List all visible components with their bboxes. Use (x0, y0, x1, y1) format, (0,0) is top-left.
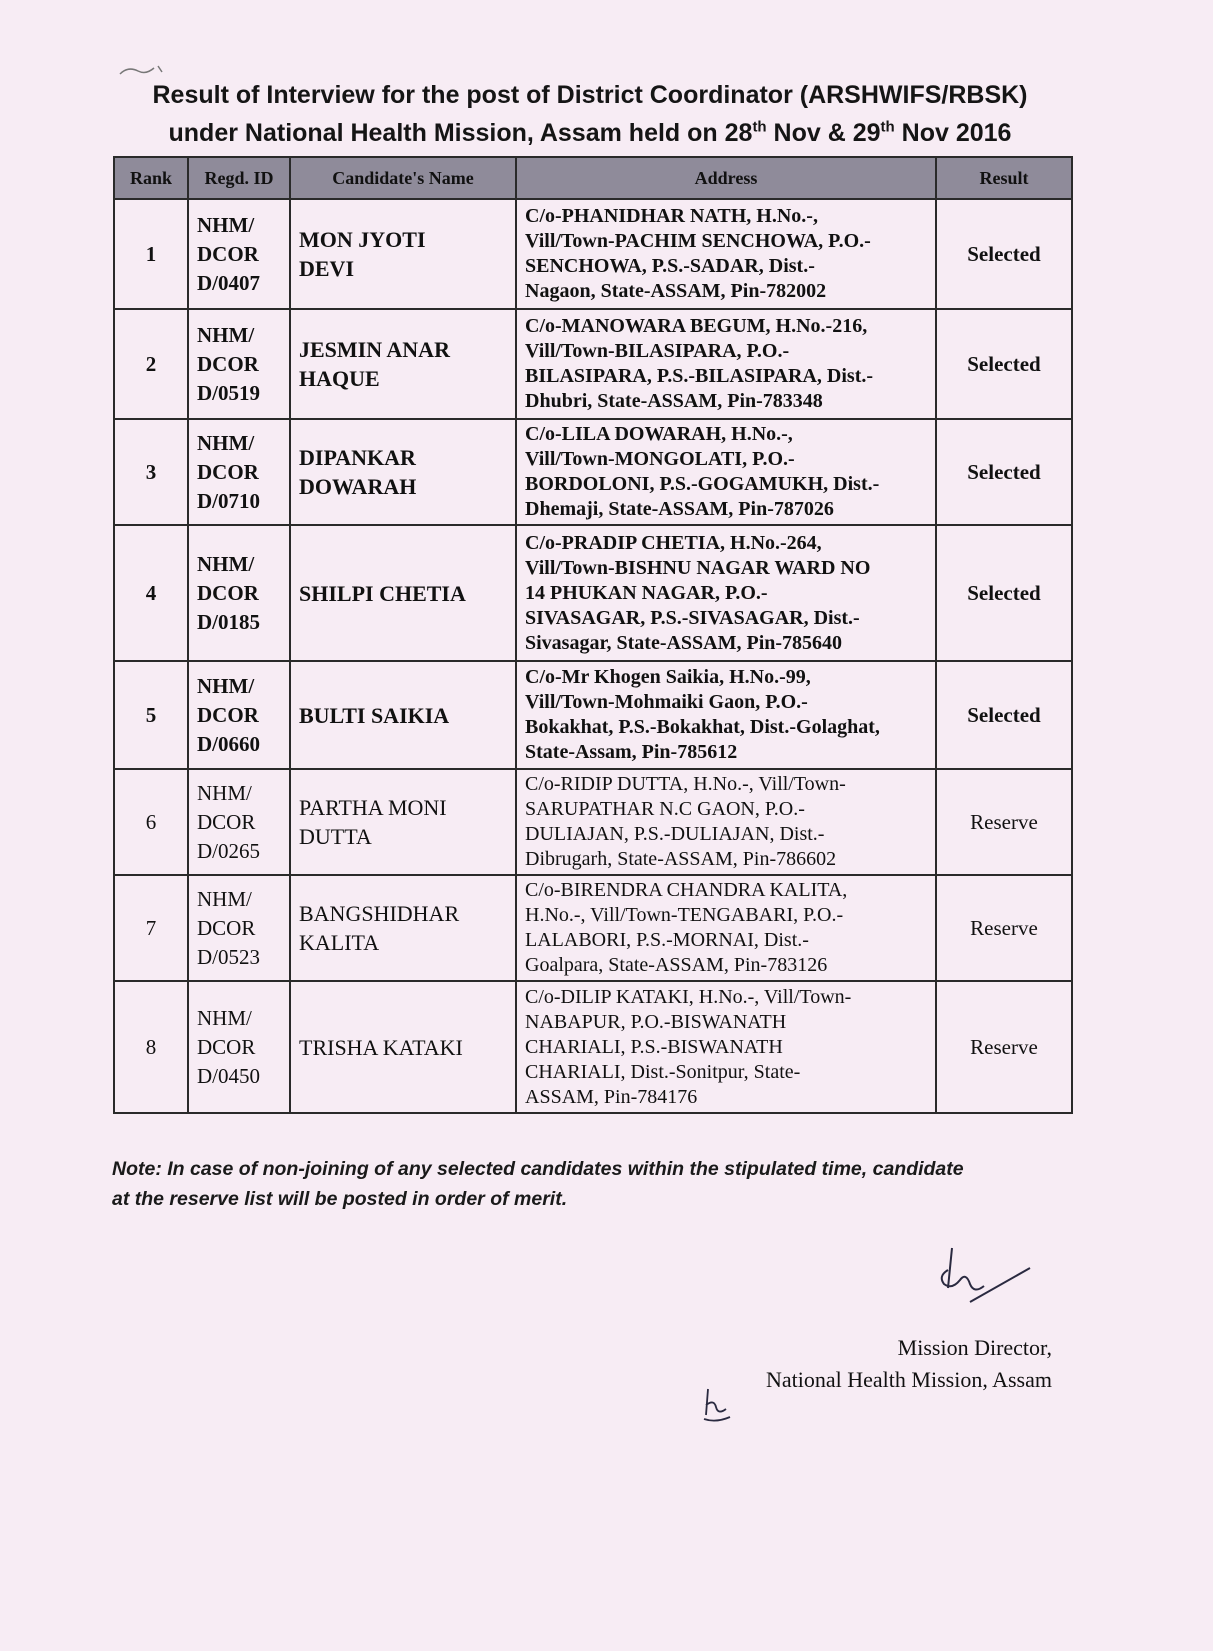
result-cell: Selected (936, 309, 1072, 419)
title-sup: th (752, 118, 767, 136)
name-line: TRISHA KATAKI (299, 1034, 463, 1060)
header-candidate-name: Candidate's Name (290, 157, 516, 199)
address-line: C/o-MANOWARA BEGUM, H.No.-216, (525, 315, 868, 337)
address-line: State-Assam, Pin-785612 (525, 741, 738, 763)
address-line: Nagaon, State-ASSAM, Pin-782002 (525, 280, 827, 302)
rank-cell: 8 (114, 981, 188, 1113)
rank-cell: 1 (114, 199, 188, 309)
table-row (114, 981, 1072, 1113)
address-line: NABAPUR, P.O.-BISWANATH (525, 1010, 787, 1033)
name-line: SHILPI CHETIA (299, 580, 466, 606)
regd-id-cell (188, 661, 290, 769)
table-header-row (114, 157, 1072, 199)
result-cell: Reserve (936, 981, 1072, 1113)
address-line: Goalpara, State-ASSAM, Pin-783126 (525, 954, 828, 976)
address-line: C/o-Mr Khogen Saikia, H.No.-99, (525, 666, 811, 688)
page-title (110, 76, 1070, 152)
address-line: SIVASAGAR, P.S.-SIVASAGAR, Dist.- (525, 606, 860, 629)
regd-line: NHM/ (197, 1005, 252, 1030)
table-row (114, 309, 1072, 419)
signatory-org: National Health Mission, Assam (766, 1367, 1052, 1392)
candidate-name-cell (290, 419, 516, 525)
regd-line: NHM/ (197, 673, 255, 698)
table-row (114, 769, 1072, 875)
address-line: Vill/Town-Mohmaiki Gaon, P.O.- (525, 691, 808, 713)
address-line: C/o-PRADIP CHETIA, H.No.-264, (525, 531, 822, 554)
address-line: C/o-DILIP KATAKI, H.No.-, Vill/Town- (525, 985, 852, 1008)
name-line: BULTI SAIKIA (299, 702, 450, 728)
regd-line: D/0450 (197, 1063, 260, 1088)
address-line: Vill/Town-PACHIM SENCHOWA, P.O.- (525, 230, 871, 252)
result-cell: Selected (936, 199, 1072, 309)
address-line: Dhemaji, State-ASSAM, Pin-787026 (525, 498, 834, 520)
name-line: PARTHA MONI (299, 795, 447, 820)
header-regd-id: Regd. ID (188, 157, 290, 199)
name-line: MON JYOTI (299, 227, 426, 252)
address-line: SARUPATHAR N.C GAON, P.O.- (525, 798, 805, 820)
regd-id-cell (188, 769, 290, 875)
header-rank: Rank (114, 157, 188, 199)
address-line: C/o-LILA DOWARAH, H.No.-, (525, 423, 793, 445)
rank-cell: 5 (114, 661, 188, 769)
result-cell: Reserve (936, 769, 1072, 875)
name-line: HAQUE (299, 366, 380, 391)
address-line: CHARIALI, Dist.-Sonitpur, State- (525, 1060, 801, 1083)
address-cell (516, 769, 936, 875)
candidate-name-cell (290, 769, 516, 875)
note-line-2: at the reserve list will be posted in order of merit. (112, 1188, 568, 1210)
regd-line: DCOR (197, 702, 259, 727)
regd-line: D/0660 (197, 731, 260, 756)
regd-id-cell (188, 981, 290, 1113)
regd-line: DCOR (197, 351, 259, 376)
address-line: LALABORI, P.S.-MORNAI, Dist.- (525, 929, 809, 951)
regd-line: DCOR (197, 809, 256, 834)
address-cell (516, 199, 936, 309)
candidate-name-cell (290, 981, 516, 1113)
title-line-2 (110, 114, 1070, 152)
address-cell (516, 309, 936, 419)
table-row (114, 525, 1072, 661)
note (112, 1154, 1072, 1214)
regd-line: DCOR (197, 459, 259, 484)
name-line: BANGSHIDHAR (299, 901, 460, 926)
regd-line: NHM/ (197, 322, 255, 347)
address-line: C/o-BIRENDRA CHANDRA KALITA, (525, 879, 848, 901)
regd-id-cell (188, 419, 290, 525)
address-line: DULIAJAN, P.S.-DULIAJAN, Dist.- (525, 823, 825, 845)
table-row (114, 419, 1072, 525)
address-cell (516, 419, 936, 525)
regd-line: D/0523 (197, 944, 260, 969)
header-result: Result (936, 157, 1072, 199)
address-line: ASSAM, Pin-784176 (525, 1085, 698, 1108)
regd-id-cell (188, 525, 290, 661)
regd-line: DCOR (197, 241, 259, 266)
address-cell (516, 875, 936, 981)
name-line: DUTTA (299, 824, 372, 849)
address-line: 14 PHUKAN NAGAR, P.O.- (525, 581, 768, 604)
regd-line: D/0407 (197, 270, 260, 295)
address-cell (516, 661, 936, 769)
candidate-name-cell (290, 309, 516, 419)
result-cell: Reserve (936, 875, 1072, 981)
result-cell: Selected (936, 661, 1072, 769)
regd-id-cell (188, 309, 290, 419)
address-cell (516, 981, 936, 1113)
table-row (114, 661, 1072, 769)
regd-line: D/0265 (197, 838, 260, 863)
candidate-name-cell (290, 661, 516, 769)
regd-id-cell (188, 875, 290, 981)
table-row (114, 199, 1072, 309)
regd-line: NHM/ (197, 430, 255, 455)
result-cell: Selected (936, 419, 1072, 525)
rank-cell: 3 (114, 419, 188, 525)
rank-cell: 2 (114, 309, 188, 419)
name-line: DOWARAH (299, 474, 417, 499)
result-cell: Selected (936, 525, 1072, 661)
address-line: BILASIPARA, P.S.-BILASIPARA, Dist.- (525, 365, 874, 387)
candidate-name-cell (290, 525, 516, 661)
address-line: Dibrugarh, State-ASSAM, Pin-786602 (525, 848, 837, 870)
signatory-title: Mission Director, (897, 1335, 1052, 1360)
candidate-name-cell (290, 875, 516, 981)
regd-id-cell (188, 199, 290, 309)
address-line: Dhubri, State-ASSAM, Pin-783348 (525, 390, 823, 412)
name-line: DEVI (299, 256, 355, 281)
regd-line: DCOR (197, 580, 259, 605)
table-row (114, 875, 1072, 981)
note-line-1: Note: In case of non-joining of any selected candidates within the stipulated time, candidate (112, 1158, 964, 1180)
address-line: C/o-PHANIDHAR NATH, H.No.-, (525, 205, 818, 227)
regd-line: D/0710 (197, 488, 260, 513)
address-line: H.No.-, Vill/Town-TENGABARI, P.O.- (525, 904, 844, 926)
title-text: under National Health Mission, Assam held on 28 (168, 119, 753, 147)
title-text: Nov & 29 (766, 119, 881, 147)
regd-line: NHM/ (197, 780, 252, 805)
address-line: SENCHOWA, P.S.-SADAR, Dist.- (525, 255, 815, 277)
title-text: Nov 2016 (894, 119, 1012, 147)
header-address: Address (516, 157, 936, 199)
address-line: Vill/Town-MONGOLATI, P.O.- (525, 448, 795, 470)
regd-line: DCOR (197, 1034, 256, 1059)
name-line: JESMIN ANAR (299, 337, 450, 362)
regd-line: NHM/ (197, 551, 255, 576)
signature (930, 1240, 1040, 1330)
regd-line: NHM/ (197, 212, 255, 237)
address-line: Vill/Town-BISHNU NAGAR WARD NO (525, 556, 871, 579)
name-line: DIPANKAR (299, 445, 416, 470)
regd-line: D/0185 (197, 609, 260, 634)
regd-line: NHM/ (197, 886, 252, 911)
regd-line: D/0519 (197, 380, 260, 405)
address-line: Sivasagar, State-ASSAM, Pin-785640 (525, 631, 843, 654)
rank-cell: 4 (114, 525, 188, 661)
results-table (113, 156, 1073, 1114)
address-line: BORDOLONI, P.S.-GOGAMUKH, Dist.- (525, 473, 880, 495)
regd-line: DCOR (197, 915, 256, 940)
address-line: Bokakhat, P.S.-Bokakhat, Dist.-Golaghat, (525, 716, 880, 738)
address-line: CHARIALI, P.S.-BISWANATH (525, 1035, 783, 1058)
address-cell (516, 525, 936, 661)
initial-mark (700, 1385, 740, 1425)
title-line-1: Result of Interview for the post of District Coordinator (ARSHWIFS/RBSK) (152, 81, 1028, 109)
address-line: Vill/Town-BILASIPARA, P.O.- (525, 340, 790, 362)
rank-cell: 6 (114, 769, 188, 875)
rank-cell: 7 (114, 875, 188, 981)
name-line: KALITA (299, 930, 380, 955)
candidate-name-cell (290, 199, 516, 309)
address-line: C/o-RIDIP DUTTA, H.No.-, Vill/Town- (525, 773, 846, 795)
title-sup: th (880, 118, 895, 136)
